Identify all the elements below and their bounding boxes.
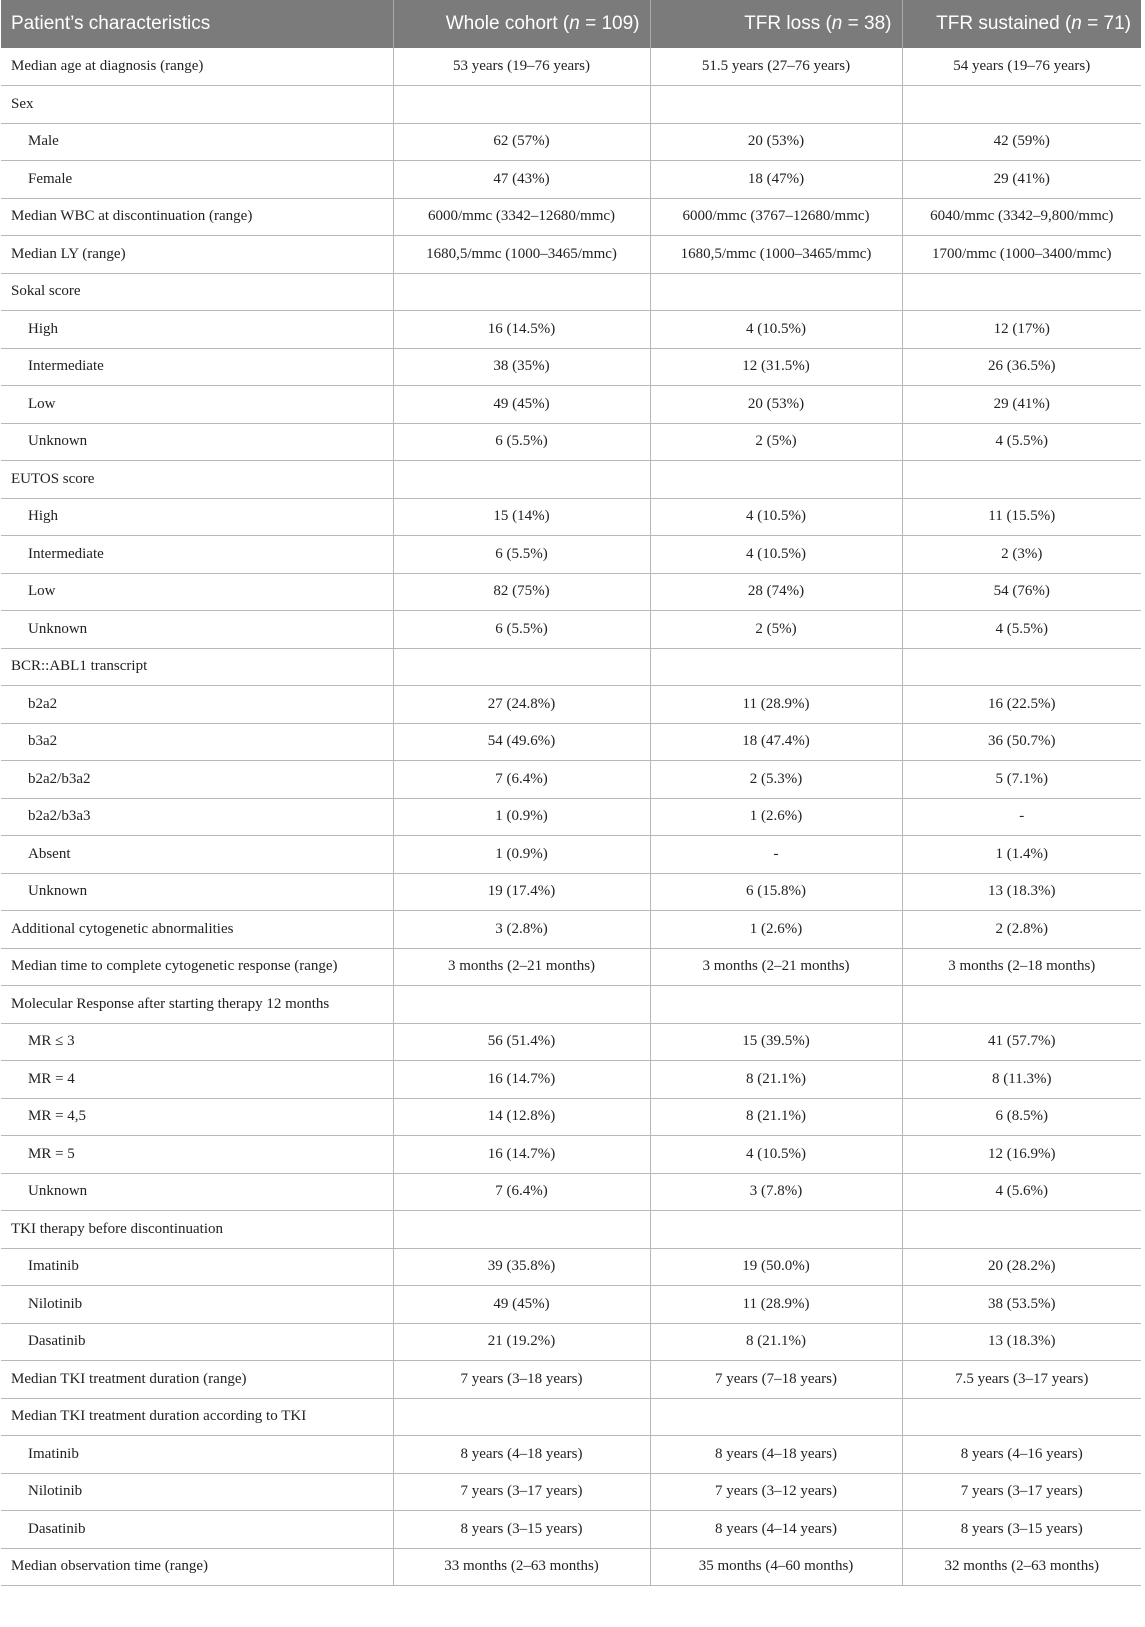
- cell-tfr-sustained: 1700/mmc (1000–3400/mmc): [902, 236, 1141, 274]
- cell-tfr-loss: 1 (2.6%): [650, 798, 902, 836]
- patient-characteristics-table: [1, 0, 1141, 1586]
- row-label: Imatinib: [1, 1248, 393, 1286]
- cell-tfr-loss: 4 (10.5%): [650, 498, 902, 536]
- header-tfr-sustained-label: TFR sustained (: [936, 13, 1072, 34]
- cell-whole-cohort: 7 (6.4%): [393, 1173, 650, 1211]
- table-row: [1, 311, 1141, 349]
- table-row: [1, 1548, 1141, 1586]
- cell-whole-cohort: 19 (17.4%): [393, 873, 650, 911]
- cell-tfr-loss: [650, 1398, 902, 1436]
- table-row: [1, 1361, 1141, 1399]
- cell-whole-cohort: 49 (45%): [393, 1286, 650, 1324]
- row-label: Absent: [1, 836, 393, 874]
- header-whole-cohort: [393, 0, 650, 48]
- cell-whole-cohort: [393, 1211, 650, 1249]
- table-row: [1, 236, 1141, 274]
- cell-tfr-sustained: 38 (53.5%): [902, 1286, 1141, 1324]
- table-row: [1, 498, 1141, 536]
- table-row: [1, 611, 1141, 649]
- cell-tfr-sustained: 13 (18.3%): [902, 873, 1141, 911]
- cell-tfr-sustained: 7 years (3–17 years): [902, 1473, 1141, 1511]
- cell-whole-cohort: 53 years (19–76 years): [393, 48, 650, 86]
- row-label: MR ≤ 3: [1, 1023, 393, 1061]
- cell-tfr-loss: 8 (21.1%): [650, 1323, 902, 1361]
- cell-tfr-sustained: 1 (1.4%): [902, 836, 1141, 874]
- cell-tfr-sustained: 4 (5.5%): [902, 611, 1141, 649]
- cell-tfr-loss: 35 months (4–60 months): [650, 1548, 902, 1586]
- cell-whole-cohort: 6 (5.5%): [393, 423, 650, 461]
- cell-whole-cohort: [393, 986, 650, 1024]
- cell-tfr-sustained: 4 (5.5%): [902, 423, 1141, 461]
- cell-tfr-loss: 3 (7.8%): [650, 1173, 902, 1211]
- cell-tfr-sustained: [902, 1211, 1141, 1249]
- cell-whole-cohort: 38 (35%): [393, 348, 650, 386]
- cell-whole-cohort: 21 (19.2%): [393, 1323, 650, 1361]
- header-tfr-loss-label: TFR loss (: [744, 13, 832, 34]
- header-whole-cohort-label: Whole cohort (: [445, 13, 570, 34]
- table-row: [1, 423, 1141, 461]
- cell-tfr-sustained: 8 years (3–15 years): [902, 1511, 1141, 1549]
- cell-tfr-sustained: 6 (8.5%): [902, 1098, 1141, 1136]
- table-row: [1, 723, 1141, 761]
- cell-tfr-loss: 7 years (3–12 years): [650, 1473, 902, 1511]
- row-label: High: [1, 311, 393, 349]
- cell-tfr-sustained: -: [902, 798, 1141, 836]
- cell-tfr-loss: [650, 648, 902, 686]
- table-row: [1, 1473, 1141, 1511]
- cell-tfr-loss: 8 years (4–14 years): [650, 1511, 902, 1549]
- row-label: Median time to complete cytogenetic response (range): [1, 948, 393, 986]
- row-label: b2a2/b3a3: [1, 798, 393, 836]
- cell-tfr-sustained: 36 (50.7%): [902, 723, 1141, 761]
- header-tfr-loss-count: = 38): [842, 13, 892, 34]
- cell-whole-cohort: [393, 86, 650, 124]
- cell-whole-cohort: 7 years (3–18 years): [393, 1361, 650, 1399]
- row-label: Molecular Response after starting therapy 12 months: [1, 986, 393, 1024]
- cell-tfr-sustained: 20 (28.2%): [902, 1248, 1141, 1286]
- table-row: [1, 1323, 1141, 1361]
- table-row: [1, 1436, 1141, 1474]
- cell-tfr-loss: 4 (10.5%): [650, 536, 902, 574]
- cell-tfr-loss: 6 (15.8%): [650, 873, 902, 911]
- cell-whole-cohort: [393, 461, 650, 499]
- table-row: [1, 836, 1141, 874]
- table-row: [1, 1286, 1141, 1324]
- row-label: b2a2: [1, 686, 393, 724]
- cell-tfr-loss: [650, 86, 902, 124]
- row-label: Median LY (range): [1, 236, 393, 274]
- header-tfr-sustained: [902, 0, 1141, 48]
- table-row: [1, 48, 1141, 86]
- table-row: [1, 123, 1141, 161]
- cell-tfr-sustained: 4 (5.6%): [902, 1173, 1141, 1211]
- cell-whole-cohort: 16 (14.7%): [393, 1061, 650, 1099]
- cell-whole-cohort: 6 (5.5%): [393, 611, 650, 649]
- row-label: Low: [1, 573, 393, 611]
- cell-tfr-sustained: 41 (57.7%): [902, 1023, 1141, 1061]
- cell-tfr-loss: 8 (21.1%): [650, 1061, 902, 1099]
- row-label: Unknown: [1, 423, 393, 461]
- cell-tfr-loss: 3 months (2–21 months): [650, 948, 902, 986]
- table-row: [1, 386, 1141, 424]
- cell-tfr-loss: 4 (10.5%): [650, 1136, 902, 1174]
- cell-whole-cohort: 27 (24.8%): [393, 686, 650, 724]
- cell-whole-cohort: 56 (51.4%): [393, 1023, 650, 1061]
- row-label: BCR::ABL1 transcript: [1, 648, 393, 686]
- cell-tfr-loss: -: [650, 836, 902, 874]
- table-row: [1, 911, 1141, 949]
- row-label: MR = 5: [1, 1136, 393, 1174]
- cell-tfr-loss: 2 (5.3%): [650, 761, 902, 799]
- header-tfr-sustained-count: = 71): [1081, 13, 1131, 34]
- cell-tfr-sustained: 29 (41%): [902, 386, 1141, 424]
- cell-tfr-sustained: [902, 648, 1141, 686]
- row-label: Unknown: [1, 873, 393, 911]
- table-row: [1, 1173, 1141, 1211]
- cell-tfr-sustained: 26 (36.5%): [902, 348, 1141, 386]
- row-label: Intermediate: [1, 348, 393, 386]
- cell-tfr-loss: 15 (39.5%): [650, 1023, 902, 1061]
- cell-tfr-sustained: 11 (15.5%): [902, 498, 1141, 536]
- cell-tfr-loss: 8 years (4–18 years): [650, 1436, 902, 1474]
- table-row: [1, 1511, 1141, 1549]
- row-label: Imatinib: [1, 1436, 393, 1474]
- table-row: [1, 1061, 1141, 1099]
- cell-tfr-sustained: [902, 986, 1141, 1024]
- cell-whole-cohort: 7 (6.4%): [393, 761, 650, 799]
- row-label: Female: [1, 161, 393, 199]
- cell-tfr-sustained: 7.5 years (3–17 years): [902, 1361, 1141, 1399]
- cell-tfr-sustained: 32 months (2–63 months): [902, 1548, 1141, 1586]
- cell-tfr-sustained: 16 (22.5%): [902, 686, 1141, 724]
- row-label: Intermediate: [1, 536, 393, 574]
- cell-tfr-loss: 11 (28.9%): [650, 686, 902, 724]
- cell-tfr-sustained: 8 (11.3%): [902, 1061, 1141, 1099]
- cell-tfr-sustained: 5 (7.1%): [902, 761, 1141, 799]
- cell-whole-cohort: 14 (12.8%): [393, 1098, 650, 1136]
- table-row: [1, 761, 1141, 799]
- cell-whole-cohort: 54 (49.6%): [393, 723, 650, 761]
- cell-tfr-loss: 19 (50.0%): [650, 1248, 902, 1286]
- header-tfr-sustained-n: n: [1071, 13, 1082, 34]
- cell-tfr-sustained: [902, 273, 1141, 311]
- table-row: [1, 873, 1141, 911]
- cell-tfr-loss: [650, 461, 902, 499]
- row-label: Nilotinib: [1, 1473, 393, 1511]
- cell-whole-cohort: 1 (0.9%): [393, 836, 650, 874]
- cell-tfr-loss: 8 (21.1%): [650, 1098, 902, 1136]
- cell-tfr-sustained: 12 (17%): [902, 311, 1141, 349]
- header-whole-cohort-n: n: [569, 13, 580, 34]
- row-label: Unknown: [1, 611, 393, 649]
- table-body: [1, 48, 1141, 1586]
- cell-tfr-loss: 1680,5/mmc (1000–3465/mmc): [650, 236, 902, 274]
- cell-whole-cohort: 3 months (2–21 months): [393, 948, 650, 986]
- table-row: [1, 948, 1141, 986]
- row-label: EUTOS score: [1, 461, 393, 499]
- header-tfr-loss-n: n: [831, 13, 843, 34]
- row-label: Median WBC at discontinuation (range): [1, 198, 393, 236]
- cell-whole-cohort: 33 months (2–63 months): [393, 1548, 650, 1586]
- cell-tfr-loss: [650, 986, 902, 1024]
- cell-whole-cohort: 3 (2.8%): [393, 911, 650, 949]
- cell-tfr-sustained: 3 months (2–18 months): [902, 948, 1141, 986]
- table-row: [1, 348, 1141, 386]
- table-row: [1, 161, 1141, 199]
- cell-tfr-sustained: 2 (3%): [902, 536, 1141, 574]
- cell-tfr-loss: [650, 1211, 902, 1249]
- cell-tfr-loss: 20 (53%): [650, 386, 902, 424]
- row-label: b3a2: [1, 723, 393, 761]
- row-label: Dasatinib: [1, 1511, 393, 1549]
- row-label: Low: [1, 386, 393, 424]
- cell-tfr-loss: 1 (2.6%): [650, 911, 902, 949]
- row-label: Median age at diagnosis (range): [1, 48, 393, 86]
- cell-whole-cohort: 39 (35.8%): [393, 1248, 650, 1286]
- row-label: MR = 4,5: [1, 1098, 393, 1136]
- row-label: Sokal score: [1, 273, 393, 311]
- cell-tfr-sustained: 42 (59%): [902, 123, 1141, 161]
- row-label: Unknown: [1, 1173, 393, 1211]
- cell-whole-cohort: [393, 273, 650, 311]
- cell-tfr-sustained: 54 (76%): [902, 573, 1141, 611]
- cell-tfr-loss: 7 years (7–18 years): [650, 1361, 902, 1399]
- cell-tfr-sustained: 6040/mmc (3342–9,800/mmc): [902, 198, 1141, 236]
- cell-whole-cohort: 62 (57%): [393, 123, 650, 161]
- header-row: [1, 0, 1141, 48]
- cell-whole-cohort: [393, 648, 650, 686]
- cell-tfr-sustained: 8 years (4–16 years): [902, 1436, 1141, 1474]
- header-characteristics: [1, 0, 393, 48]
- row-label: Nilotinib: [1, 1286, 393, 1324]
- header-characteristics-label: Patient’s characteristics: [11, 13, 211, 34]
- table-row: [1, 536, 1141, 574]
- row-label: TKI therapy before discontinuation: [1, 1211, 393, 1249]
- cell-tfr-loss: [650, 273, 902, 311]
- cell-tfr-loss: 20 (53%): [650, 123, 902, 161]
- cell-whole-cohort: 1680,5/mmc (1000–3465/mmc): [393, 236, 650, 274]
- table-row: [1, 86, 1141, 124]
- cell-whole-cohort: 6000/mmc (3342–12680/mmc): [393, 198, 650, 236]
- cell-tfr-loss: 6000/mmc (3767–12680/mmc): [650, 198, 902, 236]
- table-row: [1, 1136, 1141, 1174]
- cell-tfr-sustained: [902, 86, 1141, 124]
- row-label: Additional cytogenetic abnormalities: [1, 911, 393, 949]
- row-label: Median TKI treatment duration according to TKI: [1, 1398, 393, 1436]
- cell-tfr-loss: 11 (28.9%): [650, 1286, 902, 1324]
- table-row: [1, 1023, 1141, 1061]
- cell-tfr-sustained: 13 (18.3%): [902, 1323, 1141, 1361]
- table-row: [1, 1211, 1141, 1249]
- row-label: High: [1, 498, 393, 536]
- table-row: [1, 686, 1141, 724]
- cell-whole-cohort: 47 (43%): [393, 161, 650, 199]
- cell-tfr-loss: 2 (5%): [650, 611, 902, 649]
- cell-tfr-sustained: 29 (41%): [902, 161, 1141, 199]
- table-row: [1, 273, 1141, 311]
- cell-tfr-sustained: 54 years (19–76 years): [902, 48, 1141, 86]
- cell-tfr-loss: 18 (47%): [650, 161, 902, 199]
- table-row: [1, 573, 1141, 611]
- cell-whole-cohort: [393, 1398, 650, 1436]
- cell-tfr-loss: 51.5 years (27–76 years): [650, 48, 902, 86]
- table-row: [1, 198, 1141, 236]
- table-row: [1, 1248, 1141, 1286]
- cell-whole-cohort: 8 years (3–15 years): [393, 1511, 650, 1549]
- cell-whole-cohort: 8 years (4–18 years): [393, 1436, 650, 1474]
- table-row: [1, 1098, 1141, 1136]
- cell-tfr-loss: 2 (5%): [650, 423, 902, 461]
- cell-tfr-sustained: 2 (2.8%): [902, 911, 1141, 949]
- cell-whole-cohort: 16 (14.5%): [393, 311, 650, 349]
- cell-tfr-sustained: [902, 1398, 1141, 1436]
- cell-whole-cohort: 16 (14.7%): [393, 1136, 650, 1174]
- row-label: Median TKI treatment duration (range): [1, 1361, 393, 1399]
- row-label: Male: [1, 123, 393, 161]
- table-row: [1, 648, 1141, 686]
- row-label: Sex: [1, 86, 393, 124]
- cell-whole-cohort: 7 years (3–17 years): [393, 1473, 650, 1511]
- cell-whole-cohort: 1 (0.9%): [393, 798, 650, 836]
- cell-tfr-loss: 28 (74%): [650, 573, 902, 611]
- row-label: MR = 4: [1, 1061, 393, 1099]
- table-row: [1, 798, 1141, 836]
- cell-whole-cohort: 49 (45%): [393, 386, 650, 424]
- table-row: [1, 1398, 1141, 1436]
- cell-tfr-sustained: 12 (16.9%): [902, 1136, 1141, 1174]
- cell-whole-cohort: 82 (75%): [393, 573, 650, 611]
- cell-whole-cohort: 15 (14%): [393, 498, 650, 536]
- cell-tfr-loss: 12 (31.5%): [650, 348, 902, 386]
- row-label: Median observation time (range): [1, 1548, 393, 1586]
- header-whole-cohort-count: = 109): [579, 13, 640, 34]
- table-row: [1, 461, 1141, 499]
- cell-tfr-sustained: [902, 461, 1141, 499]
- table-header: [1, 0, 1141, 48]
- cell-tfr-loss: 4 (10.5%): [650, 311, 902, 349]
- cell-tfr-loss: 18 (47.4%): [650, 723, 902, 761]
- header-tfr-loss: [650, 0, 902, 48]
- row-label: b2a2/b3a2: [1, 761, 393, 799]
- row-label: Dasatinib: [1, 1323, 393, 1361]
- cell-whole-cohort: 6 (5.5%): [393, 536, 650, 574]
- table-row: [1, 986, 1141, 1024]
